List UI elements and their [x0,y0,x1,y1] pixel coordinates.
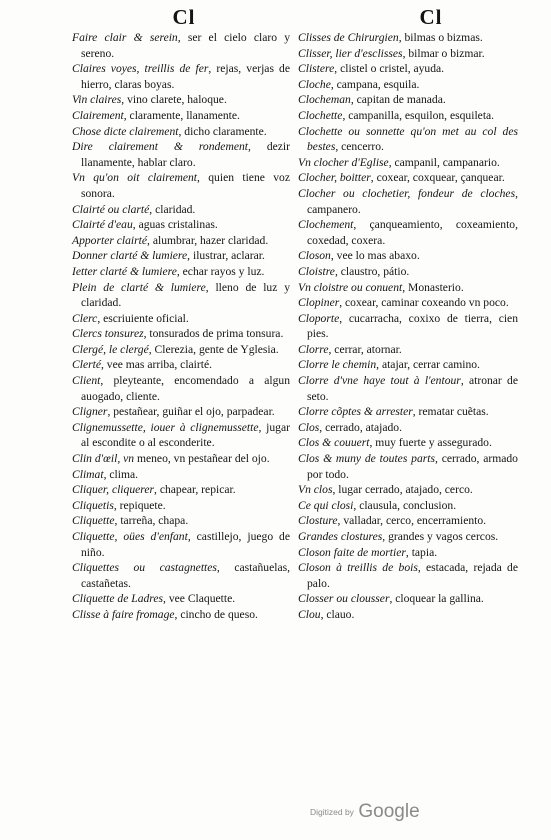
spanish-definition: meneo, vn pestañear del ojo. [134,452,270,466]
dictionary-entry [72,404,290,420]
dictionary-entry [72,513,290,529]
french-headword: Clistere [298,62,335,76]
dictionary-entry [298,342,518,358]
dictionary-entry [72,326,290,342]
spanish-definition: , echar rayos y luz. [176,264,265,278]
dictionary-entry [298,404,518,420]
spanish-definition: , lugar cerrado, atajado, cerco. [332,483,473,497]
dictionary-entry [72,202,290,218]
spanish-definition: , dezir llanamente, hablar claro. [81,140,290,169]
french-headword: Clorre d'vne haye tout à l'entour [298,374,461,388]
spanish-definition: , Clerezia, gente de Yglesia. [148,342,279,356]
dictionary-entry [72,420,290,451]
dictionary-entry [298,124,518,155]
dictionary-entry [298,264,518,280]
dictionary-entry [72,108,290,124]
spanish-definition: , bilmar o bizmar. [402,46,485,60]
french-headword: Cloporte [298,311,340,325]
french-headword: Clou [298,607,321,621]
spanish-definition: , cucarracha, coxixo de tierra, cien pies. [307,311,518,341]
dictionary-entry [72,467,290,483]
spanish-definition: , grandes y vagos cercos. [382,530,499,543]
spanish-definition: , atajar, cerrar camino. [376,358,480,372]
french-headword: Faire clair & serein [72,31,178,44]
dictionary-entry [298,155,518,171]
dictionary-entry [72,607,290,623]
dictionary-entry [72,451,290,467]
french-headword: Clisses de Chirurgien [298,31,399,44]
spanish-definition: , coxear, coxquear, çanquear. [370,171,505,185]
left-entry-list [72,30,290,623]
french-headword: Clocher, boitter [298,171,371,185]
dictionary-entry [298,545,518,561]
spanish-definition: , cerrado, atajado. [319,420,402,434]
french-headword: Clos [298,420,320,434]
dictionary-entry [72,30,290,61]
dictionary-entry [298,357,518,373]
french-headword: Donner clarté & lumiere [72,249,188,263]
dictionary-entry [298,248,518,264]
french-headword: Clopiner [298,296,340,310]
spanish-definition: , çanqueamiento, coxeamiento, coxedad, coxera. [307,218,518,247]
spanish-definition: , campanil, campanario. [388,155,500,169]
right-column [298,0,518,623]
dictionary-entry [298,92,518,108]
french-headword: Clairté d'eau [72,218,133,232]
dictionary-entry [298,217,518,248]
french-headword: Closon à treillis de bois [298,561,418,575]
spanish-definition: , clausula, conclusion. [353,498,457,512]
spanish-definition: , cincho de queso. [174,607,258,621]
french-headword: Clerc [72,311,98,325]
spanish-definition: , rematar cuẽtas. [412,405,489,419]
dictionary-entry [298,529,518,545]
french-headword: Clergé, le clergé [72,342,149,356]
french-headword: Vn clocher d'Eglise [298,155,389,169]
french-headword: Closon faite de mortier [298,545,406,559]
spanish-definition: , tarreña, chapa. [114,514,189,528]
dictionary-entry [72,170,290,201]
spanish-definition: , campanero. [307,186,518,216]
dictionary-entry [72,92,290,108]
spanish-definition: , valladar, cerco, encerramiento. [337,514,487,528]
spanish-definition: , clauo. [320,607,355,621]
dictionary-entry [298,435,518,451]
french-headword: Vn clos [298,483,333,497]
spanish-definition: , claramente, llanamente. [123,108,240,122]
spanish-definition: , pestañear, guiñar el ojo, parpadear. [107,405,275,419]
french-headword: Clorre cõptes & arrester [298,405,413,419]
french-headword: Cliquetis [72,498,114,512]
french-headword: Clignemussette, iouer à clignemussette [72,420,259,434]
french-headword: Cliquette [72,514,115,528]
spanish-definition: , rejas, verjas de hierro, claras boyas. [81,62,290,91]
french-headword: Chose dicte clairement [72,124,179,138]
dictionary-entry [72,482,290,498]
spanish-definition: , cloquear la gallina. [389,592,484,606]
dictionary-entry [298,560,518,591]
french-headword: Vin claires [72,93,122,107]
spanish-definition: , estacada, rejada de palo. [307,561,518,590]
spanish-definition: , pleyteante, encomendado a algun auogado, cliente. [81,374,290,403]
spanish-definition: , ser el cielo claro y sereno. [81,31,290,60]
french-headword: Cliquettes ou castagnettes [72,561,217,575]
french-headword: Plein de clarté & lumiere [72,280,206,294]
french-headword: Clercs tonsurez [72,327,144,341]
french-headword: Vn cloistre ou conuent [298,280,403,294]
digitized-watermark [310,801,420,823]
french-headword: Clochette ou sonnette qu'on met au col des bestes [298,124,518,154]
spanish-definition: , repiquete. [113,498,166,512]
dictionary-entry [298,46,518,62]
spanish-definition: , bilmas o bizmas. [398,31,483,44]
french-headword: Clocheman [298,93,351,107]
french-headword: Clisse à faire fromage [72,607,175,621]
dictionary-entry [72,560,290,591]
dictionary-entry [72,529,290,560]
french-headword: Cligner [72,405,108,419]
spanish-definition: , coxear, caminar coxeando vn poco. [339,296,509,310]
french-headword: Cliquer, cliquerer [72,483,155,497]
french-headword: Apporter clairté [72,233,148,247]
french-headword: Claires voyes, treillis de fer [72,62,209,76]
spanish-definition: , campana, esquila. [330,77,420,91]
dictionary-entry [72,357,290,373]
spanish-definition: , ilustrar, aclarar. [187,249,265,263]
french-headword: Ietter clarté & lumiere [72,264,177,278]
dictionary-entry [298,186,518,217]
french-headword: Ce qui closi [298,498,354,512]
french-headword: Clochement [298,218,354,232]
left-column [72,0,290,623]
left-running-head: Cl [172,5,196,29]
french-headword: Closture [298,514,338,528]
dictionary-entry [298,30,518,46]
dictionary-entry [298,607,518,623]
dictionary-entry [72,124,290,140]
french-headword: Cliquette de Ladres [72,592,164,606]
spanish-definition: , clistel o cristel, ayuda. [334,62,445,76]
spanish-definition: , castañuelas, castañetas. [81,561,291,590]
dictionary-entry [298,311,518,342]
french-headword: Client [72,374,101,388]
spanish-definition: , vee Claquette. [163,592,236,606]
dictionary-entry [298,108,518,124]
spanish-definition: , castillejo, juego de niño. [81,530,290,559]
dictionary-entry [72,373,290,404]
spanish-definition: , lleno de luz y claridad. [81,280,290,310]
spanish-definition: , clima. [103,467,139,481]
french-headword: Closon [298,249,331,263]
spanish-definition: , jugar al escondite o al esconderite. [81,420,290,450]
dictionary-entry [298,420,518,436]
spanish-definition: , vee mas arriba, clairté. [100,358,213,372]
french-headword: Clisser, lier d'esclisses [298,46,403,60]
dictionary-entry [298,591,518,607]
dictionary-entry [298,498,518,514]
spanish-definition: , muy fuerte y assegurado. [369,436,492,450]
google-logo-text: Google [358,801,420,822]
french-headword: Clochette [298,108,343,122]
digitized-by-text: Digitized by [310,807,354,817]
dictionary-entry [72,217,290,233]
dictionary-entry [298,295,518,311]
dictionary-entry [298,482,518,498]
spanish-definition: , cerrar, atornar. [328,342,402,356]
spanish-definition: , vee lo mas abaxo. [330,249,420,263]
spanish-definition: , atronar de seto. [307,374,518,403]
dictionary-entry [298,77,518,93]
dictionary-entry [298,513,518,529]
spanish-definition: , vino clarete, haloque. [121,93,227,107]
dictionary-entry [72,139,290,170]
dictionary-entry [72,264,290,280]
spanish-definition: , cerrado, armado por todo. [307,452,518,481]
french-headword: Cloistre [298,264,335,278]
french-headword: Clerté [72,358,101,372]
french-headword: Grandes clostures [298,530,383,543]
dictionary-entry [72,498,290,514]
french-headword: Clairté ou clarté [72,202,150,216]
dictionary-entry [72,233,290,249]
spanish-definition: , alumbrar, hazer claridad. [147,233,269,247]
dictionary-entry [298,280,518,296]
dictionary-entry [298,61,518,77]
french-headword: Vn qu'on oit clairement [72,171,197,185]
dictionary-entry [72,342,290,358]
dictionary-entry [298,170,518,186]
french-headword: Clos & couuert [298,436,370,450]
spanish-definition: , chapear, repicar. [154,483,236,497]
french-headword: Clos & muny de toutes parts [298,452,436,466]
spanish-definition: , claustro, pátio. [334,264,410,278]
spanish-definition: , cencerro. [335,140,384,154]
dictionary-entry [72,311,290,327]
french-headword: Clin d'œil, vn [72,452,135,466]
spanish-definition: , Monasterio. [402,280,464,294]
spanish-definition: , tapia. [405,545,438,559]
french-headword: Cloche [298,77,331,91]
right-entry-list [298,30,518,623]
french-headword: Clorre [298,342,329,356]
spanish-definition: , capitan de manada. [350,93,446,107]
dictionary-entry [72,248,290,264]
spanish-definition: , campanilla, esquilon, esquileta. [342,108,495,122]
spanish-definition: , quien tiene voz sonora. [81,171,290,200]
french-headword: Clocher ou clochetier, fondeur de cloches [298,186,516,200]
spanish-definition: , tonsurados de prima tonsura. [143,327,284,341]
spanish-definition: , claridad. [149,202,196,216]
french-headword: Closser ou clousser [298,592,390,606]
french-headword: Clairement [72,108,124,122]
french-headword: Clorre le chemin [298,358,377,372]
dictionary-entry [72,280,290,311]
french-headword: Climat [72,467,104,481]
dictionary-entry [72,591,290,607]
dictionary-entry [72,61,290,92]
spanish-definition: , escriuiente oficial. [97,311,189,325]
spanish-definition: , dicho claramente. [178,124,267,138]
dictionary-entry [298,451,518,482]
right-running-head: Cl [419,5,443,29]
spanish-definition: , aguas cristalinas. [132,218,218,232]
french-headword: Cliquette, oües d'enfant [72,530,188,543]
french-headword: Dire clairement & rondement [72,140,248,154]
dictionary-entry [298,373,518,404]
